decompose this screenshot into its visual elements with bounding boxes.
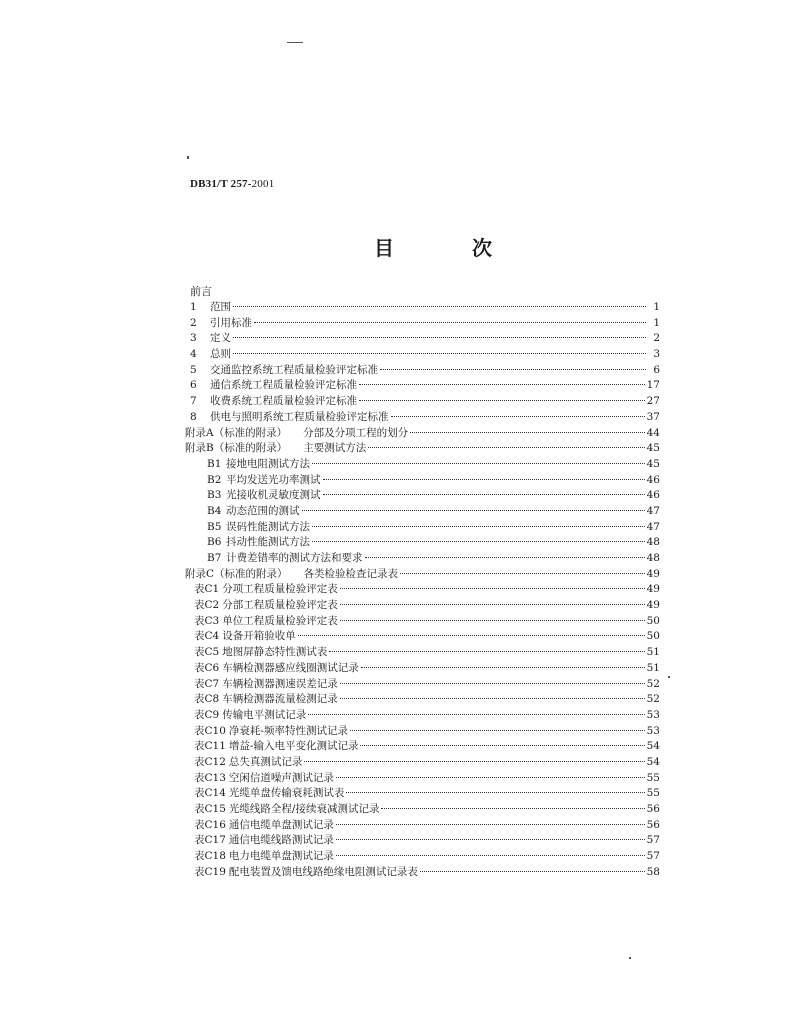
toc-page-number: 2 bbox=[653, 332, 660, 345]
toc-entry-number: B4 bbox=[207, 504, 222, 517]
toc-entry-number: 附录B（标准的附录） bbox=[185, 442, 288, 455]
toc-dot-leader bbox=[323, 471, 645, 480]
toc-dot-leader bbox=[360, 737, 644, 746]
toc-page-number: 52 bbox=[646, 693, 660, 706]
toc-entry-title: 光接收机灵敏度测试 bbox=[226, 489, 321, 502]
toc-dot-leader bbox=[298, 627, 645, 636]
toc-dot-leader bbox=[381, 800, 644, 809]
toc-page-number: 50 bbox=[646, 614, 660, 627]
toc-dot-leader bbox=[336, 769, 645, 778]
toc-page-number: 52 bbox=[646, 677, 660, 690]
toc-page-number: 55 bbox=[646, 787, 660, 800]
toc-entry-number: B2 bbox=[207, 473, 222, 486]
toc-entry-number: 表C17 bbox=[194, 834, 226, 847]
toc-entry-number: 附录C（标准的附录） bbox=[185, 567, 288, 580]
toc-page-number: 6 bbox=[653, 363, 660, 376]
toc-dot-leader bbox=[302, 502, 645, 511]
toc-entry-number: 表C8 bbox=[194, 693, 220, 706]
toc-dot-leader bbox=[359, 392, 645, 401]
toc-dot-leader bbox=[346, 784, 644, 793]
toc-entry-title: 抖动性能测试方法 bbox=[226, 536, 310, 549]
toc-entry-number: B1 bbox=[207, 457, 222, 470]
toc-dot-leader bbox=[323, 486, 645, 495]
toc-dot-leader bbox=[368, 439, 644, 448]
toc-page-number: 58 bbox=[646, 865, 660, 878]
toc-entry-label bbox=[185, 300, 231, 316]
toc-list bbox=[185, 300, 660, 880]
toc-entry-number: 表C12 bbox=[194, 755, 226, 768]
toc-entry-label bbox=[194, 582, 338, 598]
toc-entry-title: 各类检验检查记录表 bbox=[303, 567, 399, 580]
toc-entry-label bbox=[185, 331, 231, 347]
toc-page-number: 51 bbox=[646, 646, 660, 659]
toc-entry-label bbox=[194, 818, 334, 834]
toc-page-number: 44 bbox=[646, 426, 660, 439]
toc-page-number: 46 bbox=[646, 489, 660, 502]
toc-dot-leader bbox=[340, 596, 645, 605]
toc-entry-number: B3 bbox=[207, 489, 222, 502]
toc-entry-title: 地图屏静态特性测试表 bbox=[222, 646, 328, 659]
toc-entry-title: 光缆单盘传输衰耗测试表 bbox=[228, 787, 345, 800]
toc-entry-title: 车辆检测器流量检测记录 bbox=[222, 693, 338, 706]
toc-dot-leader bbox=[400, 565, 645, 574]
toc-title bbox=[374, 232, 492, 261]
toc-entry-title: 通信系统工程质量检验评定标准 bbox=[210, 379, 357, 392]
toc-entry-number: 表C13 bbox=[194, 771, 226, 784]
toc-page-number: 55 bbox=[646, 771, 660, 784]
toc-entry-number: 7 bbox=[190, 395, 197, 408]
toc-page-number: 56 bbox=[646, 818, 660, 831]
toc-entry-number: 表C16 bbox=[194, 818, 226, 831]
toc-page-number: 57 bbox=[646, 834, 660, 847]
standard-code-year: 2001 bbox=[251, 178, 275, 190]
toc-dot-leader bbox=[254, 314, 646, 323]
toc-entry-title: 增益-输入电平变化测试记录 bbox=[228, 740, 359, 753]
toc-entry-label bbox=[194, 598, 338, 614]
toc-entry-title: 配电装置及馈电线路绝缘电阻测试记录表 bbox=[228, 865, 418, 878]
toc-dot-leader bbox=[312, 518, 645, 527]
toc-dot-leader bbox=[312, 533, 645, 542]
toc-title-char-1: 目 bbox=[374, 236, 394, 260]
toc-entry-label bbox=[194, 771, 334, 787]
toc-entry-label bbox=[207, 551, 363, 567]
toc-dot-leader bbox=[410, 424, 645, 433]
toc-entry-title: 收费系统工程质量检验评定标准 bbox=[210, 395, 357, 408]
scan-speck bbox=[668, 676, 670, 678]
toc-page-number: 47 bbox=[646, 504, 660, 517]
toc-dot-leader bbox=[361, 659, 645, 668]
toc-entry-label bbox=[185, 378, 357, 394]
toc-entry-number: 6 bbox=[190, 379, 197, 392]
toc-preface: 前言 bbox=[190, 285, 212, 298]
scan-speck bbox=[187, 156, 189, 159]
toc-entry-number: 表C9 bbox=[194, 708, 220, 721]
toc-entry-label bbox=[185, 410, 389, 426]
toc-dot-leader bbox=[380, 361, 646, 370]
toc-dot-leader bbox=[233, 345, 646, 354]
toc-entry-label bbox=[185, 363, 378, 379]
toc-page-number: 51 bbox=[646, 661, 660, 674]
toc-dot-leader bbox=[312, 455, 645, 464]
toc-entry-title: 电力电缆单盘测试记录 bbox=[228, 850, 334, 863]
toc-dot-leader bbox=[340, 690, 645, 699]
toc-dot-leader bbox=[233, 329, 646, 338]
toc-entry-number: 表C19 bbox=[194, 865, 226, 878]
toc-entry-title: 单位工程质量检验评定表 bbox=[222, 614, 338, 627]
toc-page-number: 27 bbox=[646, 395, 660, 408]
toc-entry-number: B5 bbox=[207, 520, 222, 533]
toc-page-number: 53 bbox=[646, 708, 660, 721]
toc-entry-number: B7 bbox=[207, 552, 222, 564]
toc-entry-label bbox=[194, 755, 302, 771]
toc-page-number: 49 bbox=[646, 567, 660, 580]
toc-entry-label bbox=[185, 394, 357, 410]
toc-entry-label bbox=[194, 833, 334, 849]
standard-code bbox=[190, 178, 274, 190]
toc-page-number: 49 bbox=[646, 599, 660, 612]
toc-entry-title: 净衰耗-频率特性测试记录 bbox=[228, 724, 348, 737]
toc-dot-leader bbox=[336, 831, 645, 840]
toc-entry-title: 分部及分项工程的划分 bbox=[303, 426, 409, 439]
toc-page-number: 45 bbox=[646, 442, 660, 455]
toc-entry-label bbox=[194, 645, 327, 661]
scan-speck bbox=[629, 957, 631, 959]
toc-dot-leader bbox=[359, 376, 645, 385]
toc-entry-number: 4 bbox=[190, 348, 197, 361]
toc-entry-title: 车辆检测器感应线圈测试记录 bbox=[222, 661, 359, 674]
toc-entry-title: 主要测试方法 bbox=[303, 442, 367, 455]
toc-entry-title: 平均发送光功率测试 bbox=[226, 473, 321, 486]
toc-page-number: 48 bbox=[646, 552, 660, 564]
toc-entry-number: 表C3 bbox=[194, 614, 220, 627]
toc-entry-number: 表C2 bbox=[194, 599, 220, 612]
toc-page-number: 56 bbox=[646, 803, 660, 815]
toc-dot-leader bbox=[340, 675, 645, 684]
toc-page-number: 54 bbox=[646, 740, 660, 753]
toc-entry-title: 通信电缆线路测试记录 bbox=[228, 834, 334, 847]
toc-page-number: 57 bbox=[646, 850, 660, 863]
toc-entry-number: 1 bbox=[190, 301, 197, 313]
toc-entry-number: 表C14 bbox=[194, 787, 226, 800]
toc-entry-title: 范围 bbox=[210, 301, 231, 313]
toc-page-number: 45 bbox=[646, 457, 660, 470]
toc-dot-leader bbox=[365, 549, 645, 558]
toc-entry-number: 表C11 bbox=[194, 740, 226, 753]
toc-entry-number: 表C15 bbox=[194, 803, 226, 815]
toc-entry-number: 附录A（标准的附录） bbox=[185, 426, 288, 439]
toc-entry-number: 表C5 bbox=[194, 646, 220, 659]
toc-dot-leader bbox=[391, 408, 645, 417]
toc-page-number: 1 bbox=[653, 316, 660, 329]
toc-entry-title: 光缆线路全程/接续衰减测试记录 bbox=[228, 803, 380, 815]
toc-entry-label bbox=[194, 661, 359, 677]
toc-entry-number: 8 bbox=[190, 410, 197, 423]
toc-page-number: 3 bbox=[653, 348, 660, 361]
toc-dot-leader bbox=[340, 580, 645, 589]
toc-entry-label bbox=[207, 457, 310, 473]
toc-entry-label bbox=[194, 724, 348, 740]
toc-page-number: 37 bbox=[646, 410, 660, 423]
toc-entry-title: 通信电缆单盘测试记录 bbox=[228, 818, 334, 831]
toc-entry-number: 表C7 bbox=[194, 677, 220, 690]
toc-entry-title: 定义 bbox=[210, 332, 231, 345]
toc-entry-title: 总失真测试记录 bbox=[228, 755, 303, 768]
toc-entry-title: 设备开箱验收单 bbox=[222, 630, 296, 643]
toc-entry-label bbox=[194, 786, 344, 802]
toc-entry-number: 表C1 bbox=[194, 583, 220, 596]
toc-entry-title: 总则 bbox=[210, 348, 231, 361]
toc-entry-label bbox=[194, 677, 338, 693]
toc-entry-number: 3 bbox=[190, 332, 197, 345]
toc-entry-title: 供电与照明系统工程质量检验评定标准 bbox=[210, 410, 389, 423]
toc-page-number: 50 bbox=[646, 630, 660, 643]
toc-page-number: 46 bbox=[646, 473, 660, 486]
toc-entry-number: 2 bbox=[190, 316, 197, 329]
toc-entry-title: 引用标准 bbox=[210, 316, 252, 329]
toc-entry-label bbox=[185, 347, 231, 363]
toc-entry-title: 计费差错率的测试方法和要求 bbox=[226, 552, 363, 564]
toc-entry-title: 空闲信道噪声测试记录 bbox=[228, 771, 334, 784]
scan-speck bbox=[287, 42, 303, 43]
toc-dot-leader bbox=[420, 863, 645, 872]
toc-page-number: 48 bbox=[646, 536, 660, 549]
toc-dot-leader bbox=[336, 816, 645, 825]
toc-entry-number: 5 bbox=[190, 363, 197, 376]
toc-entry-label bbox=[207, 473, 321, 489]
toc-page-number: 53 bbox=[646, 724, 660, 737]
toc-dot-leader bbox=[329, 643, 644, 652]
toc-page-number: 17 bbox=[646, 379, 660, 392]
toc-entry-title: 分部工程质量检验评定表 bbox=[222, 599, 338, 612]
toc-dot-leader bbox=[350, 722, 645, 731]
toc-entry-label bbox=[207, 504, 300, 520]
toc-entry-label bbox=[207, 535, 310, 551]
toc-dot-leader bbox=[304, 753, 644, 762]
toc-entry-number: B6 bbox=[207, 536, 222, 549]
toc-title-char-2: 次 bbox=[472, 236, 492, 260]
toc-dot-leader bbox=[233, 298, 646, 307]
toc-page-number: 47 bbox=[646, 520, 660, 533]
toc-entry-label bbox=[194, 849, 334, 865]
toc-entry-label bbox=[194, 865, 418, 881]
toc-entry-title: 接地电阻测试方法 bbox=[226, 457, 310, 470]
toc-entry-title: 分项工程质量检验评定表 bbox=[222, 583, 338, 596]
toc-page-number: 49 bbox=[646, 583, 660, 596]
toc-entry-number: 表C18 bbox=[194, 850, 226, 863]
toc-dot-leader bbox=[308, 706, 644, 715]
toc-entry-number: 表C10 bbox=[194, 724, 226, 737]
toc-entry-title: 传输电平测试记录 bbox=[222, 708, 307, 721]
toc-page-number: 1 bbox=[653, 301, 660, 313]
toc-entry-label bbox=[194, 708, 306, 724]
toc-entry-label bbox=[207, 520, 310, 536]
toc-page-number: 54 bbox=[646, 755, 660, 768]
toc-dot-leader bbox=[336, 847, 645, 856]
toc-entry-number: 表C6 bbox=[194, 661, 220, 674]
toc-dot-leader bbox=[340, 612, 645, 621]
toc-entry-label bbox=[194, 629, 296, 645]
toc-entry-title: 误码性能测试方法 bbox=[226, 520, 310, 533]
toc-entry-title: 车辆检测器测速误差记录 bbox=[222, 677, 338, 690]
toc-entry bbox=[185, 865, 660, 881]
toc-entry-title: 动态范围的测试 bbox=[226, 504, 300, 517]
toc-entry-title: 交通监控系统工程质量检验评定标准 bbox=[210, 363, 378, 376]
toc-entry-number: 表C4 bbox=[194, 630, 220, 643]
standard-code-number: DB31/T 257- bbox=[190, 178, 252, 190]
